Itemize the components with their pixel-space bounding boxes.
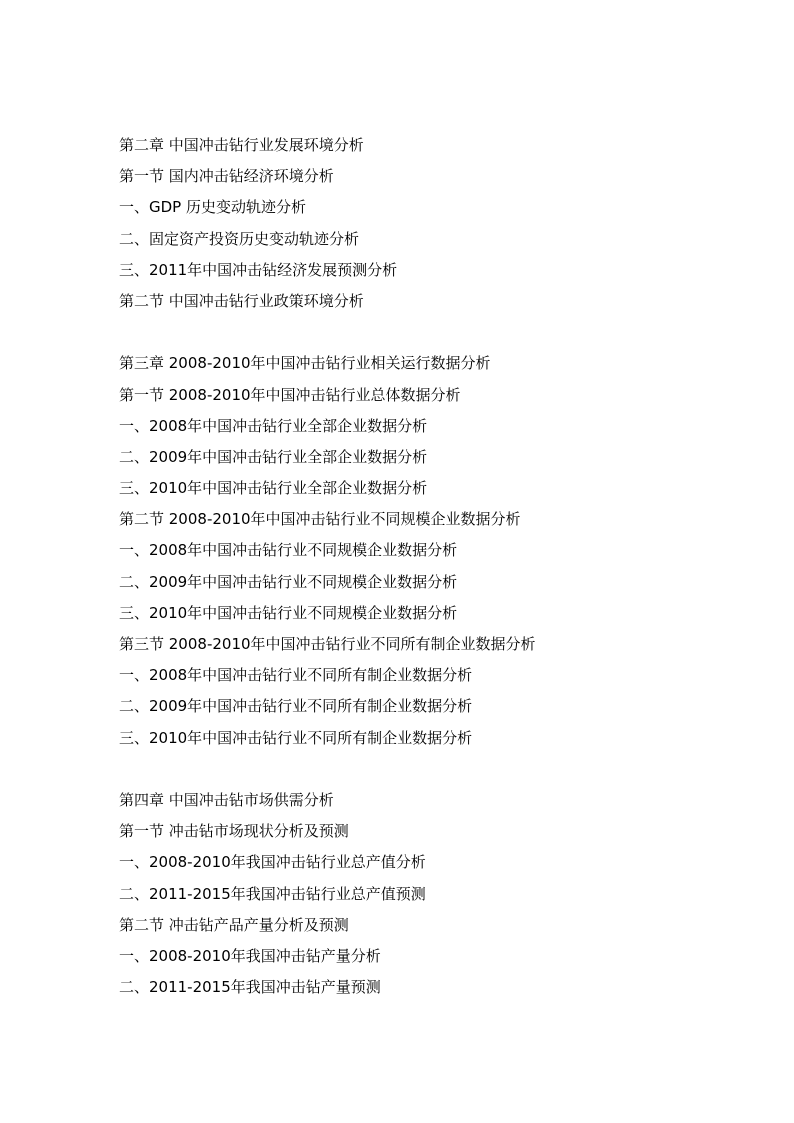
list-item: 一、2008年中国冲击钻行业全部企业数据分析 xyxy=(119,416,428,435)
list-item: 一、2008年中国冲击钻行业不同所有制企业数据分析 xyxy=(119,666,473,685)
section-heading: 第一节 2008-2010年中国冲击钻行业总体数据分析 xyxy=(119,385,461,404)
list-item: 三、2010年中国冲击钻行业不同规模企业数据分析 xyxy=(119,603,458,622)
section-heading: 第二节 中国冲击钻行业政策环境分析 xyxy=(119,291,364,310)
section-heading: 第一节 国内冲击钻经济环境分析 xyxy=(119,167,334,186)
chapter-heading: 第二章 中国冲击钻行业发展环境分析 xyxy=(119,136,364,154)
list-item: 一、2008年中国冲击钻行业不同规模企业数据分析 xyxy=(119,541,458,560)
blank-line xyxy=(119,317,739,348)
list-item: 二、2009年中国冲击钻行业全部企业数据分析 xyxy=(119,447,428,466)
chapter-heading: 第四章 中国冲击钻市场供需分析 xyxy=(119,790,334,809)
section-heading: 第一节 冲击钻市场现状分析及预测 xyxy=(119,822,349,841)
list-item: 三、2011年中国冲击钻经济发展预测分析 xyxy=(119,260,398,279)
section-heading: 第二节 冲击钻产品产量分析及预测 xyxy=(119,915,349,934)
list-item: 一、GDP 历史变动轨迹分析 xyxy=(119,198,306,217)
section-heading: 第三节 2008-2010年中国冲击钻行业不同所有制企业数据分析 xyxy=(119,635,536,653)
table-of-contents xyxy=(119,130,739,1003)
list-item: 二、2009年中国冲击钻行业不同规模企业数据分析 xyxy=(119,572,458,591)
list-item: 一、2008-2010年我国冲击钻行业总产值分析 xyxy=(119,853,426,872)
list-item: 二、固定资产投资历史变动轨迹分析 xyxy=(119,229,360,248)
list-item: 二、2009年中国冲击钻行业不同所有制企业数据分析 xyxy=(119,697,473,716)
chapter-heading: 第三章 2008-2010年中国冲击钻行业相关运行数据分析 xyxy=(119,354,491,373)
list-item: 三、2010年中国冲击钻行业全部企业数据分析 xyxy=(119,479,428,498)
list-item: 三、2010年中国冲击钻行业不同所有制企业数据分析 xyxy=(119,728,473,747)
section-heading: 第二节 2008-2010年中国冲击钻行业不同规模企业数据分析 xyxy=(119,510,521,529)
list-item: 一、2008-2010年我国冲击钻产量分析 xyxy=(119,946,381,965)
list-item: 二、2011-2015年我国冲击钻产量预测 xyxy=(119,978,381,997)
list-item: 二、2011-2015年我国冲击钻行业总产值预测 xyxy=(119,884,426,903)
blank-line xyxy=(119,754,739,785)
